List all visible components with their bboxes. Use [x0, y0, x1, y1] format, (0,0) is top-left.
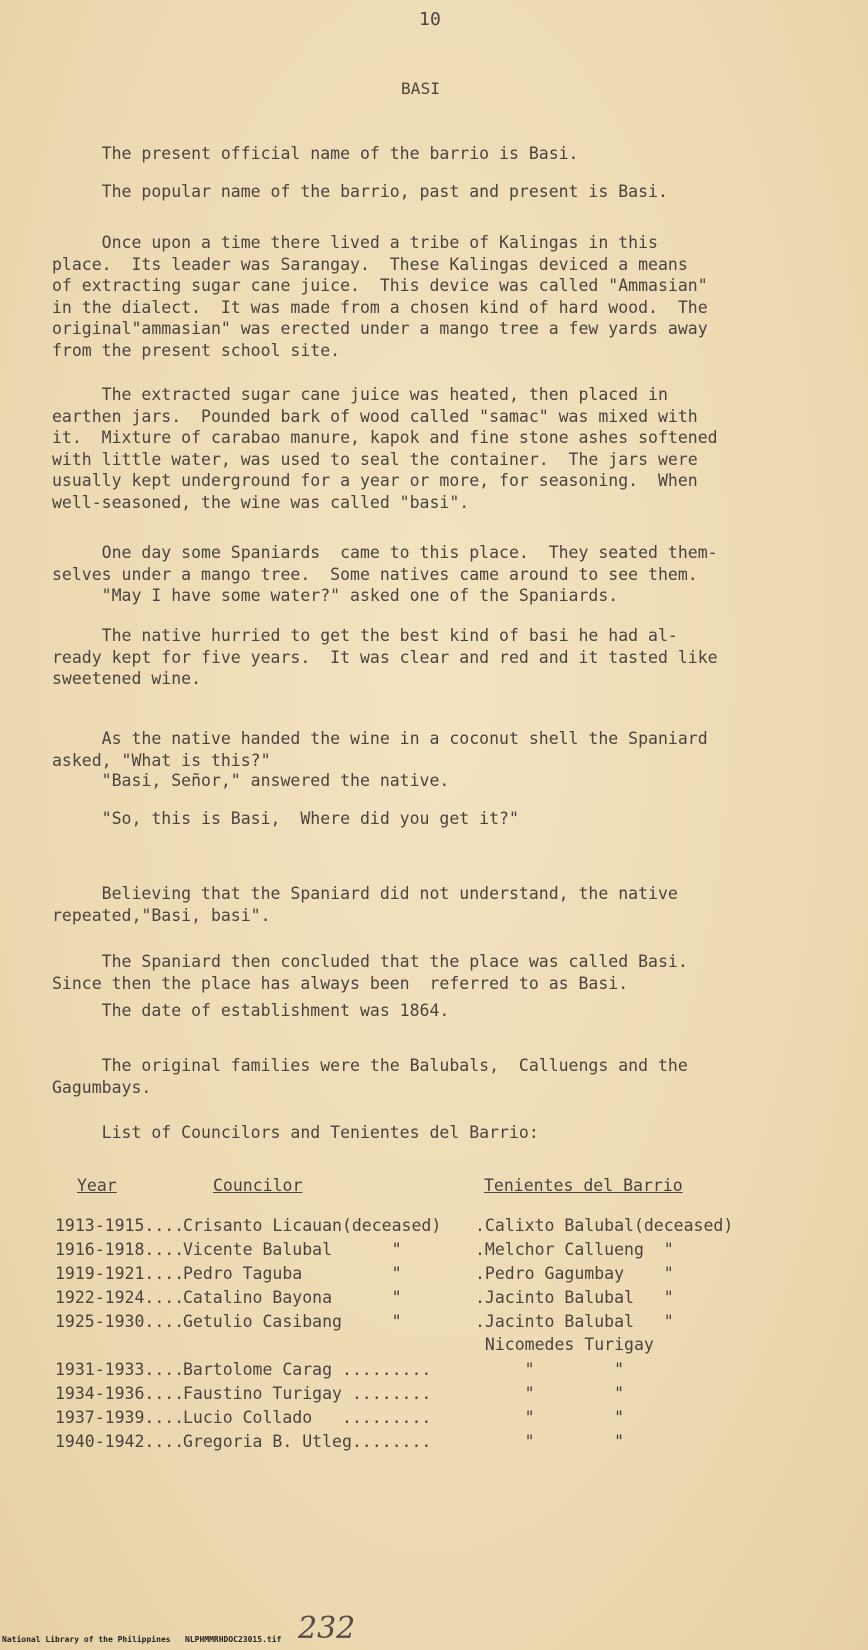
paragraph-line: asked, "What is this?" [52, 750, 271, 770]
paragraph-line: List of Councilors and Tenientes del Barrio: [52, 1123, 539, 1142]
paragraph-line: The extracted sugar cane juice was heated, then placed in [52, 385, 668, 404]
table-cell: Pedro Taguba " [183, 1264, 402, 1283]
paragraph-line: Once upon a time there lived a tribe of Kalingas in this [52, 233, 658, 252]
paragraph-line: selves under a mango tree. Some natives came around to see them. [52, 564, 698, 584]
paragraph [52, 232, 842, 361]
table-header-tenientes: Tenientes del Barrio [484, 1176, 683, 1195]
paragraph [52, 1055, 842, 1098]
table-cell: 1931-1933.... [55, 1360, 185, 1379]
paragraph [52, 1000, 842, 1022]
footer-library: National Library of the Philippines [2, 1635, 171, 1644]
table-cell: 1934-1936.... [55, 1384, 185, 1403]
paragraph-line: The native hurried to get the best kind of basi he had al- [52, 626, 678, 645]
table-cell: " " [475, 1360, 625, 1379]
paragraph-line: earthen jars. Pounded bark of wood called "samac" was mixed with [52, 406, 698, 426]
paragraph [52, 728, 842, 771]
table-cell: " " [475, 1384, 625, 1403]
table-cell: .Pedro Gagumbay " [475, 1264, 674, 1283]
paragraph-line: of extracting sugar cane juice. This device was called "Ammasian" [52, 276, 708, 295]
table-cell: 1925-1930.... [55, 1312, 185, 1331]
table-cell: 1913-1915.... [55, 1216, 185, 1235]
paragraph [52, 542, 842, 607]
table-cell: .Calixto Balubal(deceased) [475, 1216, 734, 1235]
paragraph-line: The date of establishment was 1864. [52, 1001, 450, 1020]
paragraph-line: One day some Spaniards came to this place. They seated them- [52, 543, 718, 562]
paragraph-line: usually kept underground for a year or more, for seasoning. When [52, 471, 698, 490]
paragraph-line: place. Its leader was Sarangay. These Kalingas deviced a means [52, 254, 688, 274]
paragraph-line: Gagumbays. [52, 1077, 152, 1097]
footer-filename: NLPHMMRHDOC23015.tif [185, 1635, 282, 1644]
paragraph-line: it. Mixture of carabao manure, kapok and fine stone ashes softened [52, 428, 718, 447]
paragraph-line: well-seasoned, the wine was called "basi". [52, 492, 470, 512]
paragraph-line: "So, this is Basi, Where did you get it?" [52, 809, 519, 828]
paragraph-line: repeated,"Basi, basi". [52, 905, 271, 925]
paragraph [52, 883, 842, 926]
paragraph-line: "May I have some water?" asked one of the Spaniards. [52, 586, 619, 605]
paragraph-line: The present official name of the barrio is Basi. [52, 144, 579, 163]
table-cell: 1940-1942.... [55, 1432, 185, 1451]
table-cell: Faustino Turigay ........ [183, 1384, 432, 1403]
table-cell: Bartolome Carag ......... [183, 1360, 432, 1379]
paragraph-line: in the dialect. It was made from a chosen kind of hard wood. The [52, 297, 708, 317]
paragraph-line: "Basi, Señor," answered the native. [52, 771, 450, 790]
table-cell: Getulio Casibang " [183, 1312, 402, 1331]
table-cell: .Jacinto Balubal " [475, 1288, 674, 1307]
table-cell: .Melchor Callueng " [475, 1240, 674, 1259]
paragraph-line: Believing that the Spaniard did not understand, the native [52, 884, 678, 903]
paragraph-line: sweetened wine. [52, 669, 202, 688]
table-cell: " " [475, 1432, 625, 1451]
table-cell: Gregoria B. Utleg........ [183, 1432, 432, 1451]
table-header-year: Year [77, 1176, 117, 1195]
table-cell: 1937-1939.... [55, 1408, 185, 1427]
paragraph-line: ready kept for five years. It was clear and red and it tasted like [52, 647, 718, 667]
paragraph [52, 625, 842, 690]
paragraph [52, 808, 842, 830]
paragraph [52, 951, 842, 994]
document-title: BASI [401, 79, 441, 98]
handwritten-page-number: 232 [298, 1611, 356, 1646]
paragraph-line: The popular name of the barrio, past and present is Basi. [52, 182, 668, 201]
table-header-councilor: Councilor [213, 1176, 303, 1195]
table-cell: 1919-1921.... [55, 1264, 185, 1283]
table-cell: Nicomedes Turigay [475, 1335, 654, 1354]
paragraph-line: As the native handed the wine in a coconut shell the Spaniard [52, 729, 708, 748]
paragraph [52, 143, 842, 165]
paragraph-line: with little water, was used to seal the container. The jars were [52, 449, 698, 469]
table-cell: 1922-1924.... [55, 1288, 185, 1307]
table-cell: Lucio Collado ......... [183, 1408, 432, 1427]
paragraph-line: from the present school site. [52, 340, 341, 360]
paragraph-line: original"ammasian" was erected under a mango tree a few yards away [52, 319, 708, 338]
paragraph-line: The original families were the Balubals, Calluengs and the [52, 1056, 688, 1075]
paragraph [52, 770, 842, 792]
table-cell: 1916-1918.... [55, 1240, 185, 1259]
table-cell: Catalino Bayona " [183, 1288, 402, 1307]
paragraph [52, 384, 842, 513]
table-cell: .Jacinto Balubal " [475, 1312, 674, 1331]
table-cell: " " [475, 1408, 625, 1427]
table-cell: Vicente Balubal " [183, 1240, 402, 1259]
paragraph [52, 1122, 842, 1144]
paragraph [52, 181, 842, 203]
paragraph-line: Since then the place has always been referred to as Basi. [52, 973, 629, 993]
page-number: 10 [419, 9, 441, 30]
paragraph-line: The Spaniard then concluded that the place was called Basi. [52, 952, 688, 971]
table-cell: Crisanto Licauan(deceased) [183, 1216, 442, 1235]
